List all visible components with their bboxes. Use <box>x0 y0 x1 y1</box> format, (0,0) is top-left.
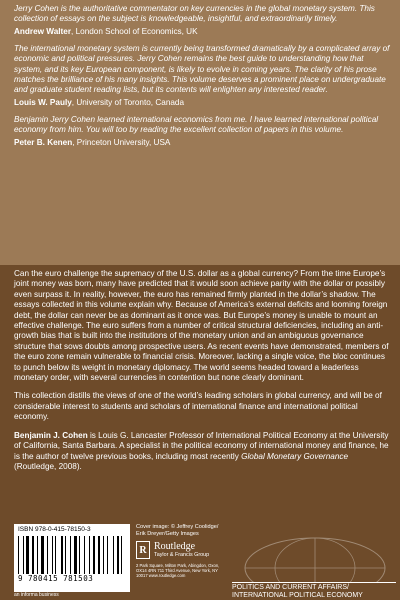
barcode-bar <box>39 536 41 574</box>
endorser-affiliation: , University of Toronto, Canada <box>71 97 185 107</box>
endorser-affiliation: , Princeton University, USA <box>72 137 171 147</box>
globe-graphic-icon <box>240 528 390 582</box>
barcode-image <box>18 536 126 574</box>
endorsement-1 <box>14 4 390 37</box>
barcode-bar <box>74 536 77 574</box>
barcode-bar <box>25 536 26 574</box>
barcode-bar <box>98 536 100 574</box>
endorser-name: Andrew Walter <box>14 26 72 36</box>
barcode-bar <box>96 536 97 574</box>
routledge-logo-icon: R <box>136 541 150 559</box>
barcode-bar <box>103 536 104 574</box>
barcode-bar <box>105 536 106 574</box>
endorsement-3 <box>14 115 390 148</box>
barcode-bar <box>67 536 69 574</box>
barcode-bar <box>61 536 63 574</box>
endorsement-2 <box>14 44 390 108</box>
collection-summary: This collection distills the views of one of the world’s leading scholars in global currency, and will be of considerable interest to students and scholars of international finance and international political economy. <box>14 391 382 422</box>
endorser-name: Peter B. Kenen <box>14 137 73 147</box>
barcode-bar <box>18 536 19 574</box>
barcode-bar <box>72 536 73 574</box>
barcode-bar <box>53 536 54 574</box>
barcode-box <box>14 524 130 592</box>
barcode-bar <box>20 536 22 574</box>
barcode-bar <box>115 536 116 574</box>
barcode-bar <box>109 536 112 574</box>
barcode-bar <box>113 536 114 574</box>
endorsement-attribution <box>14 97 390 108</box>
barcode-bar <box>65 536 66 574</box>
barcode-bar <box>101 536 102 574</box>
recent-book-note: (Routledge, 2008). <box>14 461 82 471</box>
author-name: Benjamin J. Cohen <box>14 430 88 440</box>
barcode-bar <box>91 536 92 574</box>
barcode-bar <box>49 536 51 574</box>
barcode-bar <box>123 536 125 574</box>
publisher-logo <box>136 541 209 559</box>
cover-credit: Cover image: © Jeffrey Coolidge/ Erik Dreyer/Getty Images <box>136 524 219 537</box>
barcode-bar <box>37 536 38 574</box>
endorsements-section <box>0 0 400 265</box>
barcode-bar <box>45 536 46 574</box>
barcode-bar <box>52 536 53 574</box>
endorser-affiliation: , London School of Economics, UK <box>71 26 198 36</box>
endorsement-quote: Benjamin Jerry Cohen learned international economics from me. I have learned international political economy from him. You will too by reading the excellent collection of papers in this volume. <box>14 114 379 135</box>
barcode-bar <box>93 536 96 574</box>
endorser-name: Louis W. Pauly <box>14 97 72 107</box>
isbn-text: ISBN 978-0-415-78150-3 <box>18 526 91 533</box>
barcode-bar <box>32 536 34 574</box>
endorsement-attribution <box>14 26 390 37</box>
endorsement-attribution <box>14 137 390 148</box>
endorsement-quote: The international monetary system is currently being transformed dramatically by a complicated array of economic and political pressures. Jerry Cohen remains the best guide to understanding how that system, and its key European component, is likely to evolve in coming years. The clarity of his prose matches the brilliance of his many insights. This volume deserves a prominent place on undergraduate and graduate student reading lists, but its contents will enlighten any interested reader. <box>14 43 390 95</box>
barcode-bar <box>55 536 56 574</box>
barcode-bar <box>57 536 60 574</box>
author-bio-text: is Louis G. Lancaster Professor of International Political Economy at the University of California, Santa Barbara. A specialist in the political economy of international money and finance, he is the author of twelve previous books, including most recently <box>14 430 389 461</box>
barcode-bar <box>89 536 90 574</box>
barcode-bar <box>78 536 79 574</box>
endorsement-quote: Jerry Cohen is the authoritative commentator on key currencies in the global monetary system. This collection of essays on the subject is knowledgeable, insightful, and extraordinarily timely. <box>14 4 375 24</box>
publisher-address: 2 Park Square, Milton Park, Abingdon, Oxon, OX14 4RN 711 Third Avenue, New York, NY 10017 www.routledge.com <box>136 563 220 578</box>
barcode-number: 9 780415 781503 <box>18 574 94 583</box>
barcode-bar <box>86 536 88 574</box>
barcode-bar <box>41 536 44 574</box>
subject-category: POLITICS AND CURRENT AFFAIRS/ INTERNATIONAL POLITICAL ECONOMY <box>232 582 396 600</box>
book-description: Can the euro challenge the supremacy of the U.S. dollar as a global currency? From the time Europe’s joint money was born, many have predicted that it would soon achieve parity with the dollar or possibly even surpass it. In reality, however, the euro has remained firmly planted in the dollar’s shadow. The essays collected in this volume explain why. Because of America’s external deficits and looming foreign debt, the dollar can never be as dominant as it once was. But Europe’s money is unable to mount an effective challenge. The euro suffers from a number of critical structural deficiencies, including an anti-growth bias that is built into the institutions of the monetary union and an ambiguous governance structure that sows doubts among prospective users. As recent events have demonstrated, members of the euro zone remain vulnerable to financial crisis. Moreover, lacking a single voice, the bloc continues to punch below its weight in monetary diplomacy. The world seems headed toward a leaderless monetary order, with several currencies in contention but none clearly dominant. <box>14 269 389 383</box>
barcode-bar <box>23 536 24 574</box>
barcode-bar <box>107 536 109 574</box>
barcode-bar <box>30 536 31 574</box>
barcode-bar <box>64 536 65 574</box>
recent-book-title: Global Monetary Governance <box>241 451 349 461</box>
informa-tagline: an informa business <box>14 592 59 598</box>
barcode-bar <box>81 536 83 574</box>
barcode-bar <box>26 536 29 574</box>
barcode-bar <box>120 536 121 574</box>
publisher-name: Routledge <box>154 541 196 552</box>
barcode-bar <box>79 536 80 574</box>
barcode-bar <box>84 536 85 574</box>
barcode-bar <box>35 536 36 574</box>
barcode-bar <box>121 536 122 574</box>
author-bio <box>14 431 390 473</box>
barcode-bar <box>117 536 119 574</box>
barcode-bar <box>47 536 48 574</box>
barcode-bar <box>70 536 71 574</box>
publisher-group: Taylor & Francis Group <box>154 552 210 558</box>
